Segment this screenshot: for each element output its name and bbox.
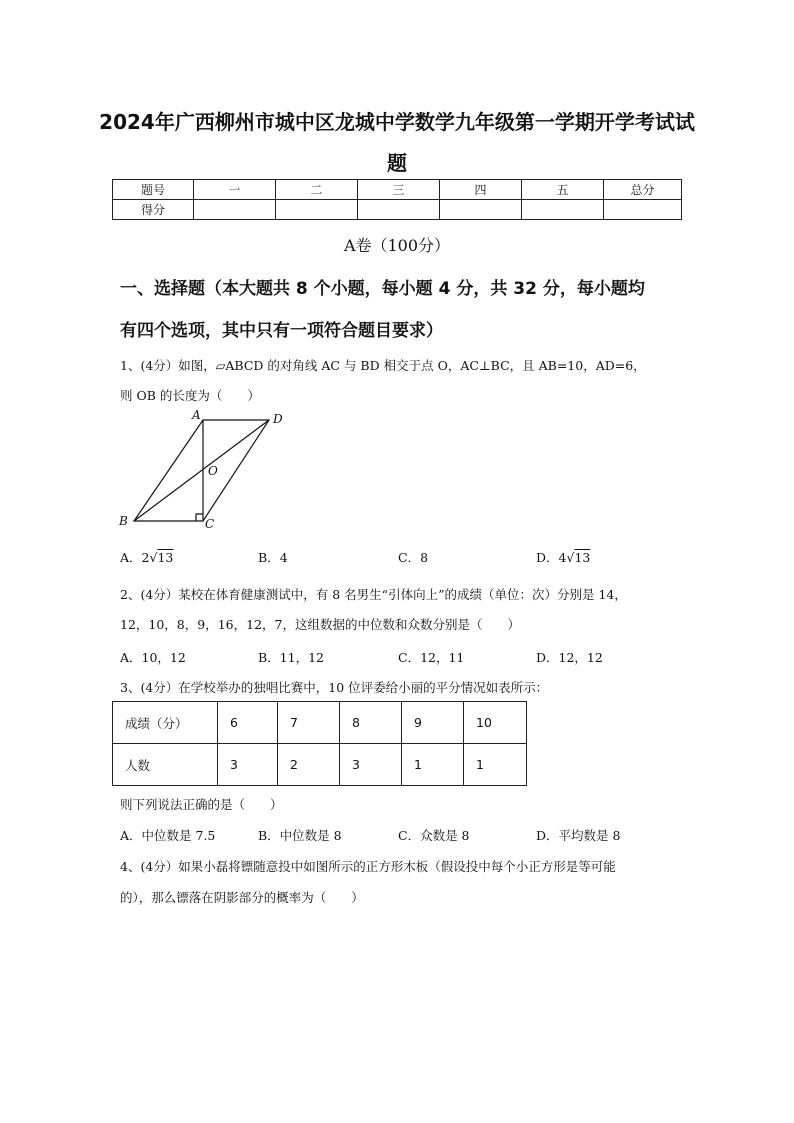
table-cell: 1 bbox=[402, 744, 464, 786]
part1-heading-line1: 一、选择题（本大题共 8 个小题，每小题 4 分，共 32 分，每小题均 bbox=[120, 279, 645, 299]
score-input-cell[interactable] bbox=[440, 200, 522, 220]
q3-text-line1: 3、(4分）在学校举办的独唱比赛中，10 位评委给小丽的平分情况如表所示： bbox=[120, 680, 549, 695]
score-cell: 二 bbox=[276, 180, 358, 200]
option-radicand: 13 bbox=[574, 550, 591, 565]
option-letter: D． bbox=[536, 550, 559, 565]
score-input-cell[interactable] bbox=[522, 200, 604, 220]
q2-option-b[interactable]: B．11，12 bbox=[258, 650, 324, 665]
q2-option-c[interactable]: C．12，11 bbox=[398, 650, 465, 665]
q2-text-line1: 2、(4分）某校在体育健康测试中，有 8 名男生“引体向上”的成绩（单位：次）分别是 14， bbox=[120, 587, 627, 602]
q1-option-a[interactable] bbox=[120, 548, 173, 566]
q1-option-c[interactable] bbox=[398, 548, 428, 566]
q4-text-line1: 4、(4分）如果小磊将镖随意投中如图所示的正方形木板（假设投中每个小正方形是等可能 bbox=[120, 859, 616, 874]
radical-sign: √ bbox=[149, 550, 158, 565]
option-radicand: 13 bbox=[157, 550, 174, 565]
q3-option-b[interactable]: B．中位数是 8 bbox=[258, 828, 342, 843]
table-cell: 1 bbox=[464, 744, 527, 786]
q3-table-row-scores bbox=[113, 702, 527, 744]
score-input-cell[interactable] bbox=[194, 200, 276, 220]
score-table bbox=[112, 179, 682, 220]
q4-text-line2: 的），那么镖落在阴影部分的概率为（ ） bbox=[120, 890, 364, 905]
radical-sign: √ bbox=[566, 550, 575, 565]
q1-option-b[interactable] bbox=[258, 548, 288, 566]
score-cell: 五 bbox=[522, 180, 604, 200]
table-cell: 9 bbox=[402, 702, 464, 744]
score-input-cell[interactable] bbox=[604, 200, 682, 220]
q3-option-a[interactable]: A．中位数是 7.5 bbox=[120, 828, 216, 843]
right-angle-mark bbox=[196, 514, 203, 521]
table-cell: 6 bbox=[218, 702, 278, 744]
table-cell: 3 bbox=[340, 744, 402, 786]
table-cell: 2 bbox=[278, 744, 340, 786]
score-input-cell[interactable] bbox=[276, 200, 358, 220]
table-cell: 7 bbox=[278, 702, 340, 744]
part1-heading-line2: 有四个选项，其中只有一项符合题目要求） bbox=[120, 321, 443, 341]
option-value: 8 bbox=[420, 550, 429, 565]
doc-title-line2: 题 bbox=[387, 151, 407, 175]
option-letter: B． bbox=[258, 550, 280, 565]
table-cell: 3 bbox=[218, 744, 278, 786]
label-c: C bbox=[205, 517, 215, 531]
option-coefficient: 4 bbox=[558, 550, 567, 565]
section-a-heading: A卷（100分） bbox=[343, 236, 451, 255]
table-cell: 10 bbox=[464, 702, 527, 744]
q1-text-line1: 1、(4分）如图，▱ABCD 的对角线 AC 与 BD 相交于点 O，AC⊥BC，且 AB=10，AD=6， bbox=[120, 358, 646, 373]
q1-option-d[interactable] bbox=[536, 548, 590, 566]
q1-text-line2: 则 OB 的长度为（ ） bbox=[120, 388, 260, 403]
option-coefficient: 2 bbox=[141, 550, 150, 565]
q3-table-row-counts bbox=[113, 744, 527, 786]
label-b: B bbox=[119, 514, 128, 528]
table-cell: 人数 bbox=[113, 744, 218, 786]
q2-option-a[interactable]: A．10，12 bbox=[120, 650, 186, 665]
diagonal-bd bbox=[134, 420, 269, 521]
q3-option-d[interactable]: D．平均数是 8 bbox=[536, 828, 621, 843]
score-cell: 得分 bbox=[113, 200, 194, 220]
score-table-score-row bbox=[113, 200, 682, 220]
score-input-cell[interactable] bbox=[358, 200, 440, 220]
q1-parallelogram-figure bbox=[112, 405, 292, 535]
doc-title-line1: 2024年广西柳州市城中区龙城中学数学九年级第一学期开学考试试 bbox=[99, 110, 695, 134]
score-cell: 三 bbox=[358, 180, 440, 200]
label-d: D bbox=[273, 412, 283, 426]
option-letter: C． bbox=[398, 550, 421, 565]
score-cell: 四 bbox=[440, 180, 522, 200]
q3-option-c[interactable]: C．众数是 8 bbox=[398, 828, 470, 843]
score-table-header-row bbox=[113, 180, 682, 200]
option-value: 4 bbox=[279, 550, 288, 565]
table-cell: 成绩（分） bbox=[113, 702, 218, 744]
label-a: A bbox=[192, 408, 201, 422]
q3-text-line2: 则下列说法正确的是（ ） bbox=[120, 797, 283, 812]
score-cell: 一 bbox=[194, 180, 276, 200]
score-cell: 总分 bbox=[604, 180, 682, 200]
score-cell: 题号 bbox=[113, 180, 194, 200]
q3-score-table bbox=[112, 701, 527, 786]
option-letter: A． bbox=[120, 550, 142, 565]
table-cell: 8 bbox=[340, 702, 402, 744]
q2-text-line2: 12，10，8，9，16，12，7，这组数据的中位数和众数分别是（ ） bbox=[120, 617, 520, 632]
label-o: O bbox=[208, 464, 218, 478]
q2-option-d[interactable]: D．12，12 bbox=[536, 650, 603, 665]
